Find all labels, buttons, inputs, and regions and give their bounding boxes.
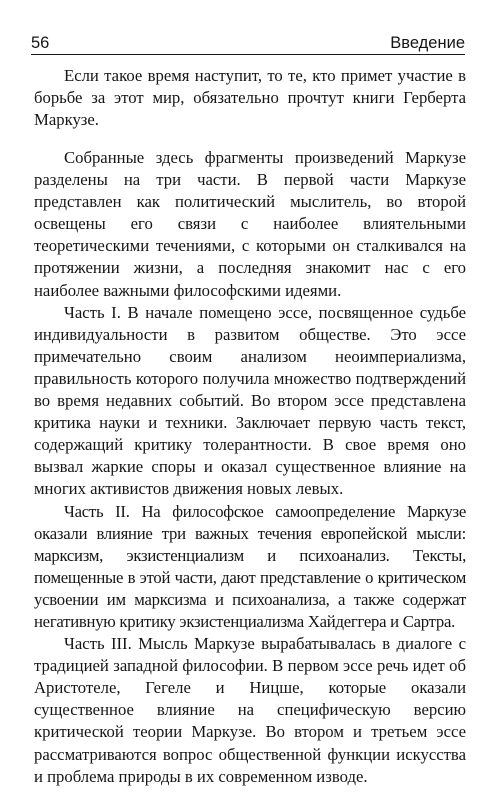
main-text-block <box>34 147 466 788</box>
paragraph-part-1: Часть I. В начале помещено эссе, посвященное судьбе индивидуальности в развитом обществе. Это эссе примечательно своим анализом неоимпериализма, правильность которого получила множество подтверждений во время недавних событий. Во втором эссе представлена критика науки и техники. Заключает первую часть текст, содержащий критику толерантности. В свое время оно вызвал жаркие споры и оказал существенное влияние на многих активистов движения новых левых. <box>34 302 466 499</box>
intro-paragraph: Если такое время наступит, то те, кто примет участие в борьбе за этот мир, обязательно прочтут книги Герберта Маркузе. <box>34 66 466 130</box>
page-number: 56 <box>31 34 50 52</box>
page-header <box>31 30 465 55</box>
paragraph-part-3: Часть III. Мысль Маркузе вырабатывалась в диалоге с традицией западной философии. В первом эссе речь идет об Аристотеле, Гегеле и Ницше, которые оказали существенное влияние на специфическую версию критической теории Маркузе. Во втором и третьем эссе рассматриваются вопрос общественной функции искусства и проблема природы в их современном изводе. <box>34 634 466 786</box>
paragraph-part-2: Часть II. На философское самоопределение Маркузе оказали влияние три важных течения европейской мысли: марксизм, экзистенциализм и психоанализ. Тексты, помещенные в этой части, дают представление о критическом усвоении им марксизма и психоанализа, а также содержат негативную критику экзистенциализма Хайдеггера и Сартра. <box>34 501 466 631</box>
paragraph-overview: Собранные здесь фрагменты произведений Маркузе разделены на три части. В первой части Маркузе представлен как политический мыслитель, во второй освещены его связи с наиболее влиятельными теоретическими течениями, с которыми он сталкивался на протяжении жизни, а последняя знакомит нас с его наиболее важными философскими идеями. <box>34 148 466 300</box>
running-head: Введение <box>390 34 465 52</box>
intro-text-block <box>34 65 466 131</box>
